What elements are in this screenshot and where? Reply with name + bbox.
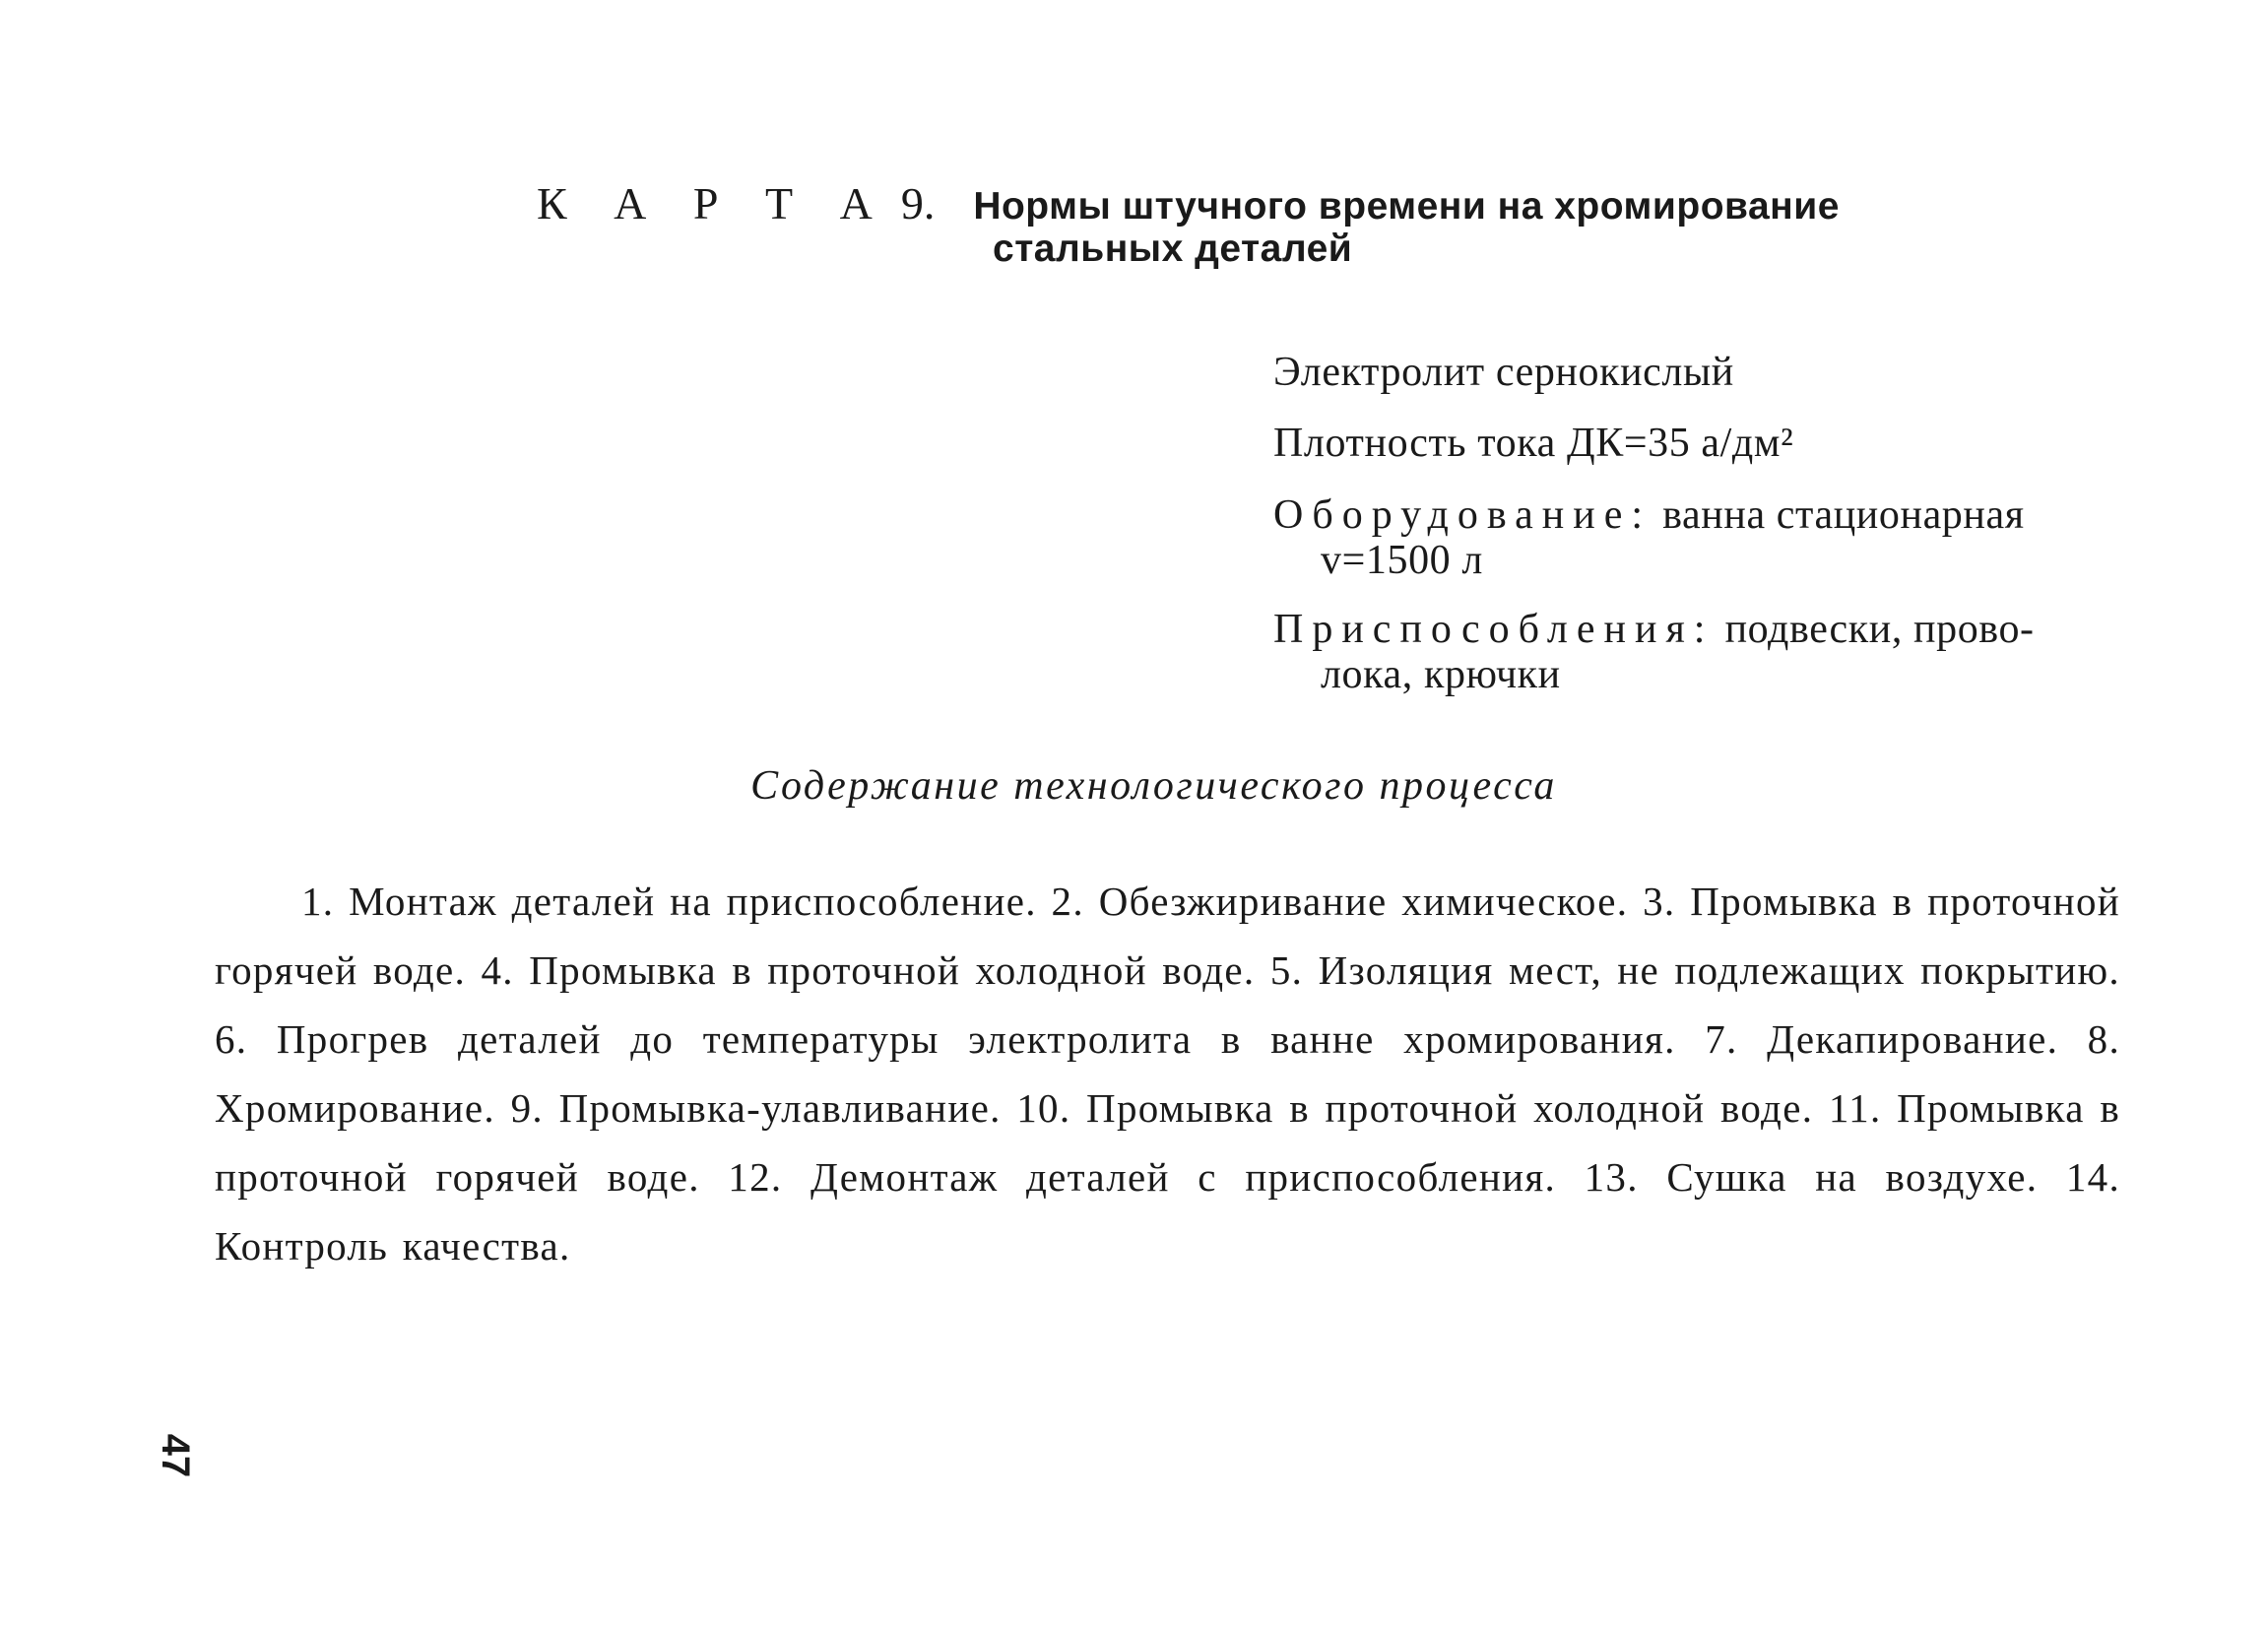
card-title-line-1	[537, 179, 1840, 229]
spec-equipment	[1273, 492, 2140, 583]
page-number: 47	[154, 1433, 197, 1478]
card-label: К А Р Т А	[537, 178, 890, 228]
spec-fixtures	[1273, 607, 2140, 697]
spec-equipment-value: ванна стационарная	[1662, 492, 2025, 538]
card-title-line-2: стальных деталей	[993, 228, 1353, 270]
card-title-text: Нормы штучного времени на хромирование	[973, 185, 1840, 228]
card-number: 9.	[900, 178, 936, 228]
section-heading: Содержание технологического процесса	[750, 763, 1557, 809]
spec-fixtures-value: подвески, прово-	[1724, 607, 2035, 652]
spec-fixtures-value-cont: лока, крючки	[1321, 652, 1561, 697]
process-description: 1. Монтаж деталей на приспособление. 2. Обезжиривание химическое. 3. Промывка в проточной горячей воде. 4. Промывка в проточной холодной воде. 5. Изоляция мест, не подлежащих покрытию. 6. Прогрев деталей до температуры электролита в ванне хромирования. 7. Декапирование. 8. Хромирование. 9. Промывка-улавливание. 10. Промывка в проточной холодной воде. 11. Промывка в проточной горячей воде. 12. Демонтаж деталей с приспособления. 13. Сушка на воздухе. 14. Контроль качества.	[215, 879, 2120, 1269]
spec-equipment-volume: v=1500 л	[1321, 538, 1483, 583]
spec-electrolyte: Электролит сернокислый	[1273, 350, 1734, 395]
spec-fixtures-label: Приспособления:	[1273, 607, 1715, 652]
spec-current-density: Плотность тока ДК=35 а/дм²	[1273, 421, 1794, 466]
spec-equipment-label: Оборудование:	[1273, 492, 1652, 538]
